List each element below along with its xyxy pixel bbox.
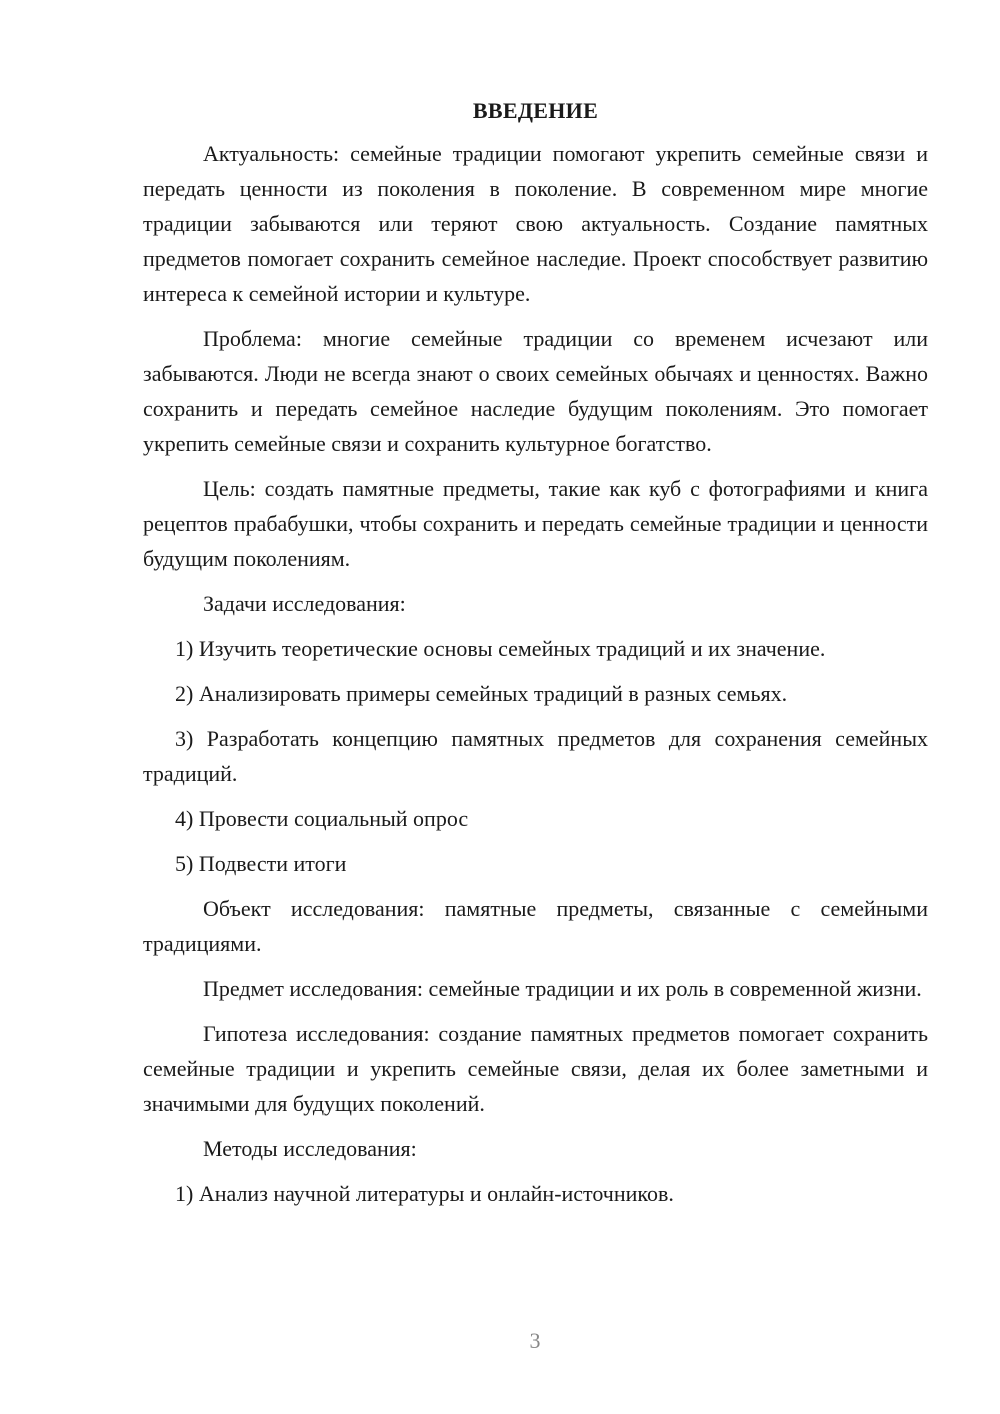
- relevance-paragraph: Актуальность: семейные традиции помогают укрепить семейные связи и передать ценности из поколения в поколение. В современном мире многие традиции забываются или теряют свою актуальность. Создание памятных предметов помогает сохранить семейное наследие. Проект способствует развитию интереса к семейной истории и культуре.: [143, 141, 928, 306]
- subject-paragraph: Предмет исследования: семейные традиции и их роль в современной жизни.: [203, 976, 922, 1001]
- task-item: 2) Анализировать примеры семейных традиций в разных семьях.: [175, 681, 788, 706]
- task-item: 1) Изучить теоретические основы семейных традиций и их значение.: [175, 636, 826, 661]
- page-number: 3: [529, 1328, 541, 1353]
- methods-heading: Методы исследования:: [203, 1136, 417, 1161]
- object-paragraph: Объект исследования: памятные предметы, связанные с семейными традициями.: [143, 896, 928, 956]
- goal-paragraph: Цель: создать памятные предметы, такие как куб с фотографиями и книга рецептов прабабушки, чтобы сохранить и передать семейные традиции и ценности будущим поколениям.: [143, 476, 928, 571]
- task-item: 3) Разработать концепцию памятных предметов для сохранения семейных традиций.: [143, 726, 928, 786]
- problem-paragraph: Проблема: многие семейные традиции со временем исчезают или забываются. Люди не всегда знают о своих семейных обычаях и ценностях. Важно сохранить и передать семейное наследие будущим поколениям. Это помогает укрепить семейные связи и сохранить культурное богатство.: [143, 326, 928, 456]
- hypothesis-paragraph: Гипотеза исследования: создание памятных предметов помогает сохранить семейные традиции и укрепить семейные связи, делая их более заметными и значимыми для будущих поколений.: [143, 1021, 928, 1116]
- page-content: [143, 94, 928, 1221]
- task-item: 5) Подвести итоги: [175, 851, 347, 876]
- method-item: 1) Анализ научной литературы и онлайн-источников.: [175, 1181, 674, 1206]
- section-title: ВВЕДЕНИЕ: [472, 98, 599, 123]
- task-item: 4) Провести социальный опрос: [175, 806, 469, 831]
- tasks-heading: Задачи исследования:: [203, 591, 406, 616]
